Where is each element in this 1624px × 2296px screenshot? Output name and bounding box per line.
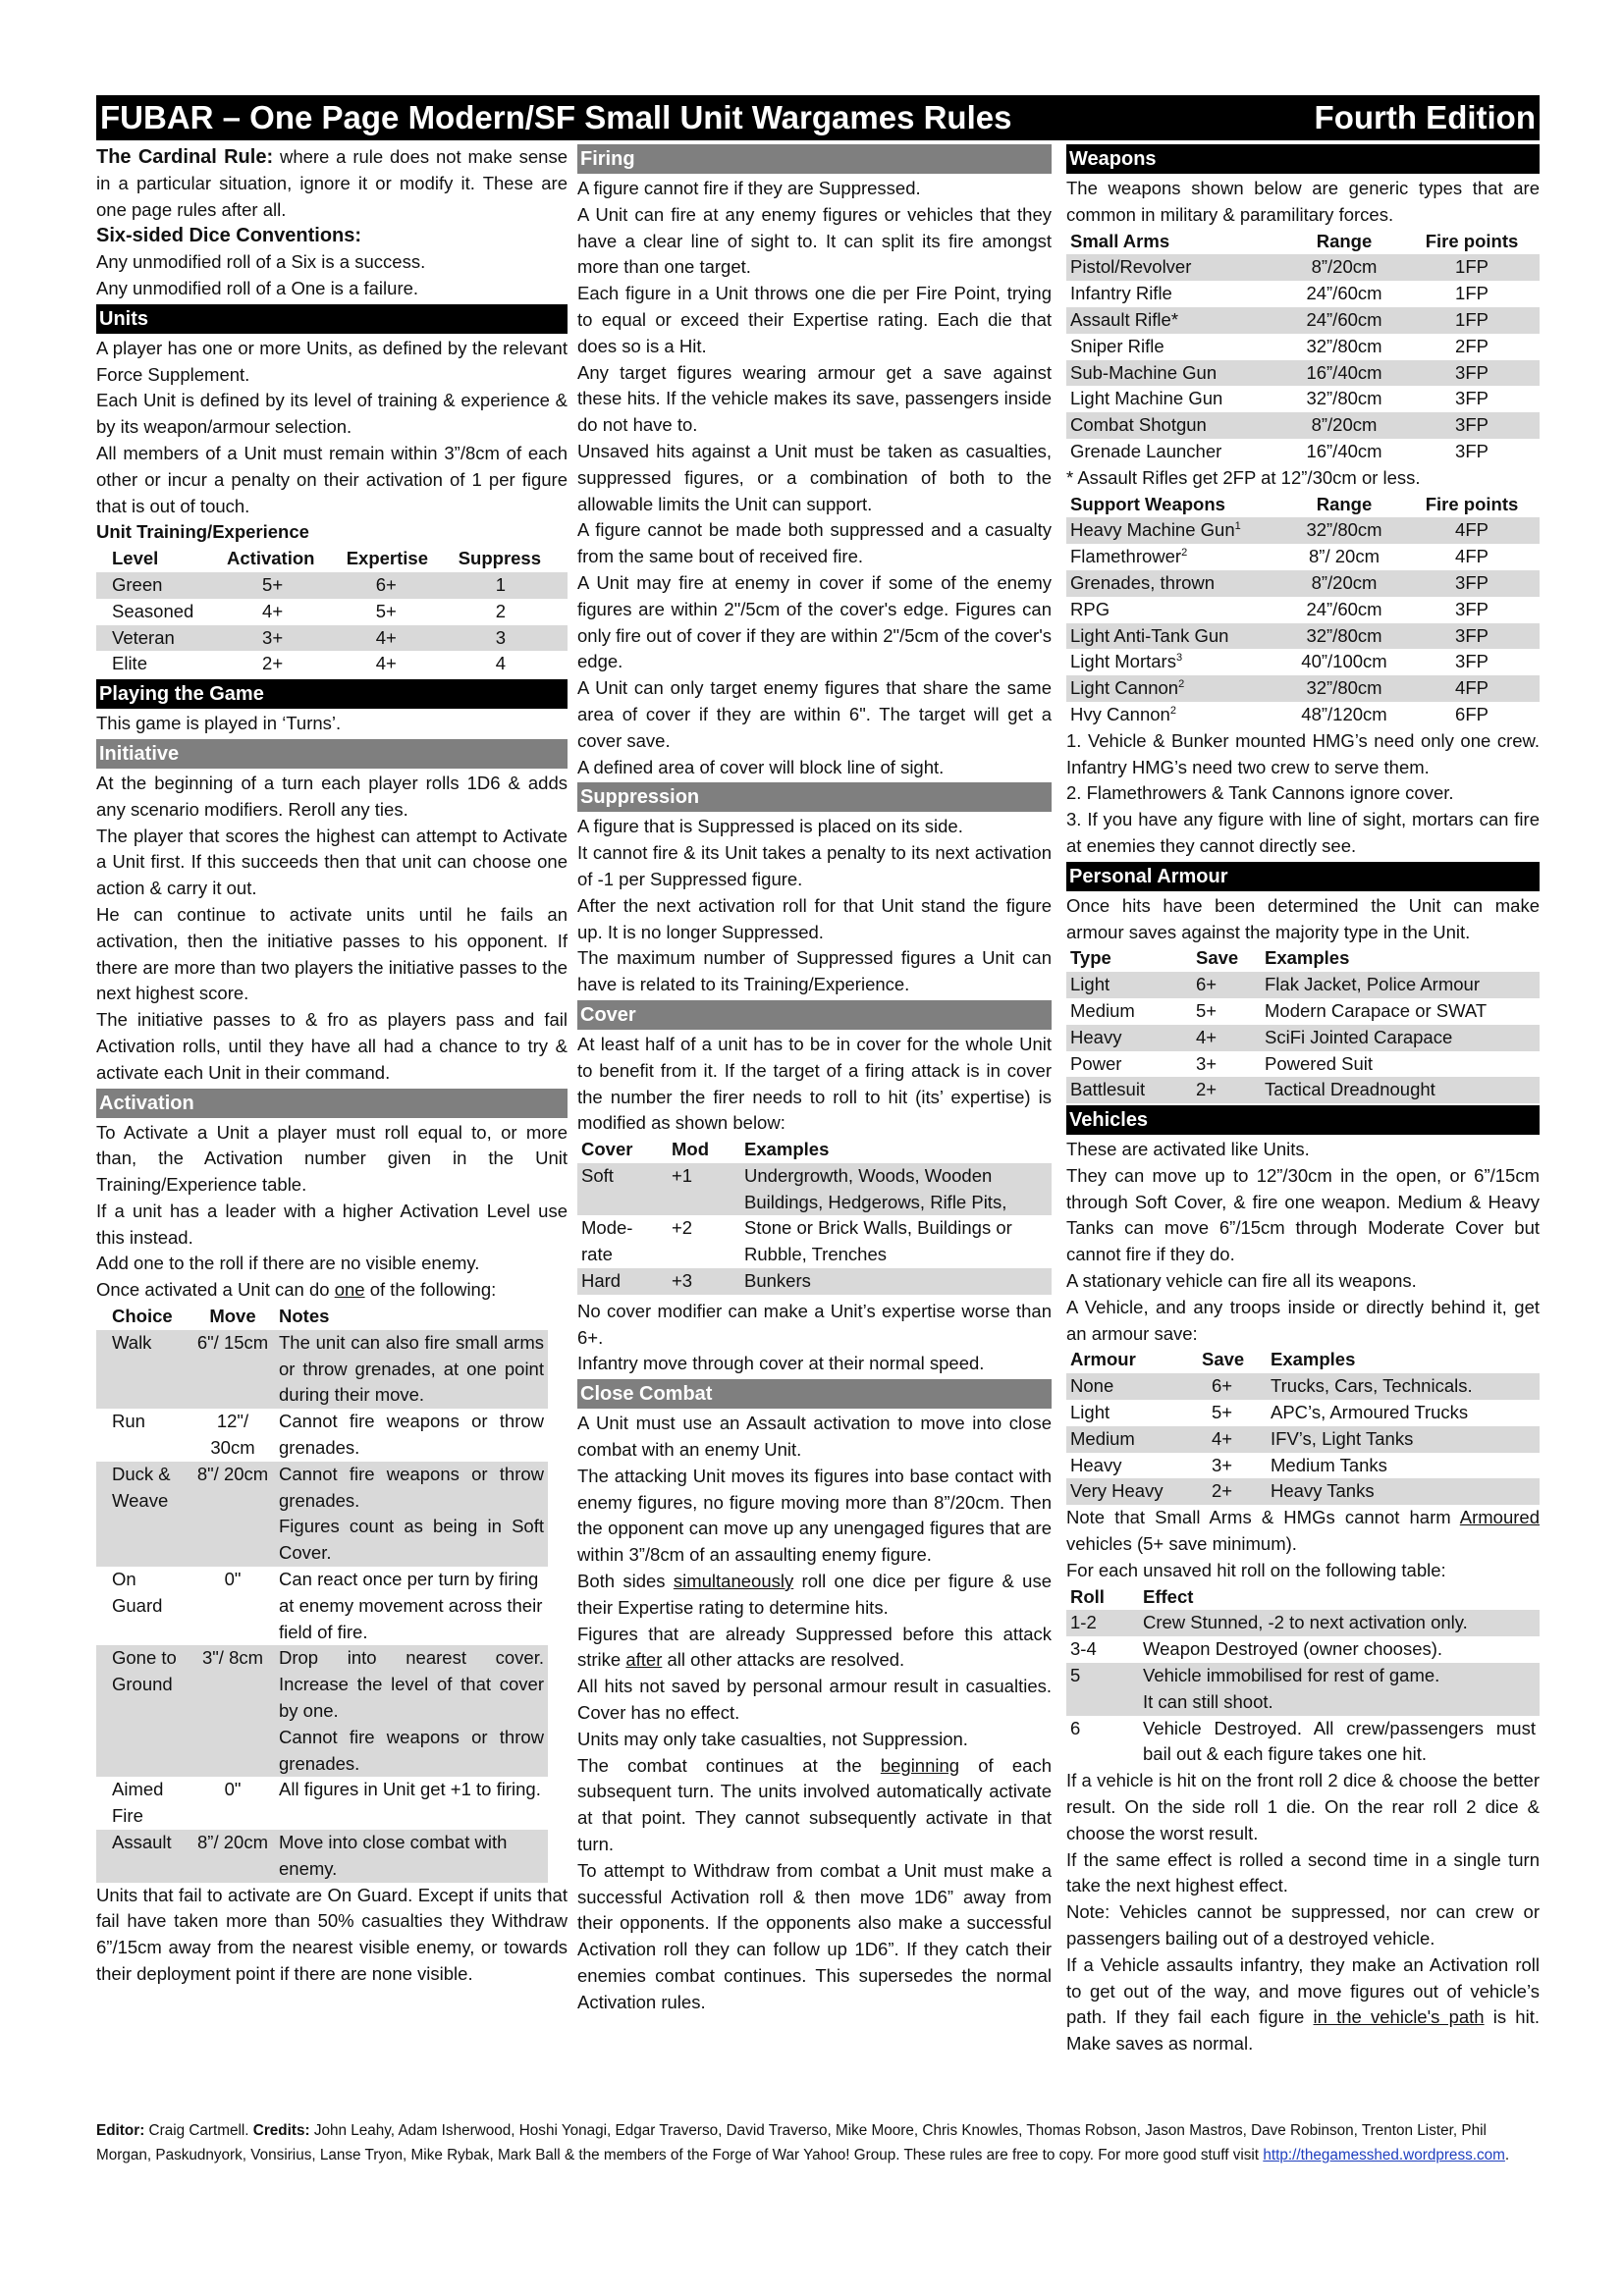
table-header: Fire points — [1425, 230, 1519, 251]
activation-paragraph: If a unit has a leader with a higher Activation Level use this instead. — [96, 1200, 568, 1248]
personal-armour-heading: Personal Armour — [1066, 862, 1540, 891]
table-cell: Heavy Machine Gun$^1$ — [1070, 519, 1241, 541]
table-row — [577, 1215, 1052, 1268]
vehicles-paragraph: For each unsaved hit roll on the following table: — [1066, 1559, 1446, 1580]
table-row — [1066, 439, 1540, 465]
table-cell: Medium Tanks — [1271, 1454, 1387, 1475]
cardinal-rule: The Cardinal Rule: where a rule does not make sense in a particular situation, ignore it or modify it. These are one page rules after all. — [96, 146, 568, 220]
table-cell: 8”/ 20cm — [197, 1832, 268, 1853]
units-paragraph: Each Unit is defined by its level of training & experience & by its weapon/armour selection. — [96, 390, 568, 438]
table-cell: Medium — [1070, 999, 1135, 1021]
table-cell: Crew Stunned, -2 to next activation only. — [1143, 1612, 1468, 1633]
cover-heading: Cover — [577, 1000, 1052, 1030]
table-cell: Elite — [112, 653, 147, 674]
table-cell: 5+ — [1212, 1402, 1233, 1423]
table-cell: Heavy Tanks — [1271, 1480, 1375, 1502]
table-row — [1066, 1077, 1540, 1103]
table-cell: 8”/20cm — [1311, 571, 1378, 593]
table-cell: 5+ — [1196, 999, 1218, 1021]
table-row — [1066, 1453, 1540, 1479]
table-cell: Grenades, thrown — [1070, 571, 1216, 593]
table-header: Fire points — [1425, 493, 1519, 514]
table-row — [1066, 998, 1540, 1025]
table-cell: 40”/100cm — [1301, 651, 1387, 672]
table-header: Mod — [672, 1139, 710, 1160]
table-cell: 6 — [1070, 1717, 1081, 1738]
suppression-paragraph: The maximum number of Suppressed figures a Unit can have is related to its Training/Experience. — [577, 947, 1052, 995]
table-row — [1066, 675, 1540, 702]
table-header: Examples — [1271, 1349, 1356, 1370]
table-cell: Infantry Rifle — [1070, 283, 1172, 304]
table-cell: Tactical Dreadnought — [1265, 1079, 1435, 1100]
table-row — [1066, 1610, 1540, 1636]
table-cell: Veteran — [112, 626, 175, 648]
table-row — [1066, 1400, 1540, 1426]
table-header: Move — [209, 1306, 256, 1327]
activation-failure-paragraph: Units that fail to activate are On Guard. Except if units that fail have taken more than 50% casualties they Withdraw 6”/15cm away from the nearest visible enemy, or towards their deployment point if there are none visible. — [96, 1884, 568, 1984]
table-cell: On Guard — [112, 1569, 163, 1616]
table-cell: 4FP — [1455, 519, 1489, 541]
table-cell: Assault Rifle* — [1070, 308, 1179, 330]
vehicles-paragraph: If the same effect is rolled a second time in a single turn take the next highest effect. — [1066, 1848, 1540, 1896]
table-row — [96, 1777, 548, 1830]
table-row — [1066, 281, 1540, 307]
table-cell: Heavy — [1070, 1026, 1122, 1047]
table-row — [1066, 1636, 1540, 1663]
table-cell: 8"/ 20cm — [196, 1463, 269, 1484]
table-cell: Green — [112, 573, 163, 595]
table-cell: 32”/80cm — [1306, 624, 1382, 646]
table-cell: 1 — [495, 573, 506, 595]
table-cell: 2+ — [262, 653, 284, 674]
suppression-heading: Suppression — [577, 782, 1052, 812]
table-cell: Modern Carapace or SWAT — [1265, 999, 1488, 1021]
column-middle — [577, 144, 1052, 2016]
table-header: Save — [1202, 1349, 1245, 1370]
table-header: Activation — [227, 548, 315, 569]
firing-paragraph: A defined area of cover will block line of sight. — [577, 756, 945, 777]
table-cell: 1FP — [1455, 256, 1489, 278]
table-cell: Vehicle Destroyed. All crew/passengers must bail out & each figure takes one hit. — [1143, 1717, 1536, 1765]
table-header: Examples — [744, 1139, 830, 1160]
table-cell: 0" — [224, 1779, 242, 1800]
assault-rifle-note: * Assault Rifles get 2FP at 12”/30cm or less. — [1066, 466, 1421, 488]
initiative-heading: Initiative — [96, 739, 568, 769]
table-row — [96, 1645, 548, 1777]
table-cell: 32”/80cm — [1306, 519, 1382, 541]
table-row — [577, 1163, 1052, 1216]
table-cell: 3FP — [1455, 571, 1489, 593]
table-cell: APC’s, Armoured Trucks — [1271, 1402, 1469, 1423]
table-row — [577, 1268, 1052, 1295]
table-row — [96, 1567, 548, 1645]
table-row — [1066, 412, 1540, 439]
firing-paragraph: A Unit can fire at any enemy figures or vehicles that they have a clear line of sight to. It can split its fire amongst more than one target. — [577, 203, 1052, 278]
personal-armour-table — [1066, 945, 1540, 1103]
table-cell: None — [1070, 1375, 1114, 1397]
firing-heading: Firing — [577, 144, 1052, 174]
vehicles-paragraph: If a Vehicle assaults infantry, they make an Activation roll to get out of the way, and move figures out of vehicle’s path. If they fail each figure in the vehicle's path is hit. Make saves as normal. — [1066, 1953, 1540, 2055]
table-cell: Light Machine Gun — [1070, 388, 1223, 409]
suppression-paragraph: A figure that is Suppressed is placed on its side. — [577, 816, 963, 837]
table-row — [1066, 1663, 1540, 1716]
table-row — [1066, 334, 1540, 360]
table-cell: 3FP — [1455, 440, 1489, 461]
table-cell: Weapon Destroyed (owner chooses). — [1143, 1638, 1443, 1660]
table-cell: 3-4 — [1070, 1638, 1097, 1660]
table-cell: Sniper Rifle — [1070, 335, 1164, 356]
table-cell: 24”/60cm — [1306, 598, 1382, 619]
table-cell: IFV’s, Light Tanks — [1271, 1427, 1414, 1449]
table-cell: 1FP — [1455, 308, 1489, 330]
vehicles-paragraph: A stationary vehicle can fire all its weapons. — [1066, 1270, 1417, 1292]
vehicle-armour-table — [1066, 1347, 1540, 1505]
table-cell: 3"/ 8cm — [201, 1647, 264, 1669]
table-cell: The unit can also fire small arms or throw grenades, at one point during their move. — [279, 1331, 544, 1406]
close-combat-paragraph: Both sides simultaneously roll one dice per figure & use their Expertise rating to determine hits. — [577, 1571, 1053, 1618]
table-cell: 3FP — [1455, 624, 1489, 646]
table-row — [1066, 360, 1540, 387]
vehicles-paragraph: If a vehicle is hit on the front roll 2 dice & choose the better result. On the side roll 1 die. On the rear roll 2 dice & choose the worst result. — [1066, 1770, 1540, 1843]
credits-footer: Editor: Craig Cartmell. Credits: John Leahy, Adam Isherwood, Hoshi Yonagi, Edgar Traverso, David Traverso, Mike Moore, Chris Knowles, Thomas Robson, Jason Mastros, Dave Robinson, Trenton Lister, Phil Morgan, Paskudnyork, Vonsirius, Lanse Tryon, Mike Rybak, Mark Ball & the members of the Forge of War Yahoo! Group. These rules are free to copy. For more good stuff visit http://thegamesshed.wordpress.com. — [96, 2122, 1510, 2163]
small-arms-table — [1066, 229, 1540, 465]
table-cell: 2FP — [1455, 335, 1489, 356]
weapon-note: 2. Flamethrowers & Tank Cannons ignore cover. — [1066, 782, 1454, 804]
table-row — [1066, 307, 1540, 334]
table-cell: 2 — [495, 600, 506, 621]
column-left — [96, 144, 568, 1988]
table-cell: 5+ — [262, 573, 284, 595]
initiative-paragraph: At the beginning of a turn each player rolls 1D6 & adds any scenario modifiers. Reroll any ties. — [96, 772, 568, 820]
activation-heading: Activation — [96, 1089, 568, 1118]
table-cell: SciFi Jointed Carapace — [1265, 1026, 1453, 1047]
cover-paragraph: At least half of a unit has to be in cover for the whole Unit to benefit from it. If the target of a firing attack is in cover the number the firer needs to roll to hit (its’ expertise) is modified as shown below: — [577, 1033, 1052, 1134]
table-cell: 32”/80cm — [1306, 677, 1382, 699]
table-header: Notes — [279, 1306, 330, 1327]
table-row — [96, 1462, 548, 1567]
document-title: FUBAR – One Page Modern/SF Small Unit Wargames Rules — [100, 99, 1012, 135]
table-row — [96, 651, 568, 677]
table-cell: Flak Jacket, Police Armour — [1265, 974, 1480, 995]
table-cell: 32”/80cm — [1306, 335, 1382, 356]
table-cell: Mode-rate — [581, 1217, 633, 1265]
table-cell: Gone to Ground — [112, 1647, 177, 1695]
table-cell: Light Cannon$^2$ — [1070, 677, 1185, 699]
table-header: Examples — [1265, 947, 1350, 969]
firing-paragraph: A Unit may fire at enemy in cover if some of the enemy figures are within 2"/5cm of the cover's edge. Figures can only fire out of cover if they are within 2"/5cm of the cover's edge. — [577, 571, 1052, 672]
table-cell: 4 — [495, 653, 506, 674]
table-cell: 6+ — [375, 573, 397, 595]
table-cell: Bunkers — [744, 1270, 811, 1292]
table-row — [1066, 1716, 1540, 1769]
close-combat-paragraph: To attempt to Withdraw from combat a Unit must make a successful Activation roll & then move 1D6” away from their opponents. If the opponents also make a successful Activation roll they can follow up 1D6”. If they catch their enemies combat continues. This supersedes the normal Activation rules. — [577, 1859, 1052, 2012]
rules-page — [96, 95, 1540, 2196]
close-combat-paragraph: Figures that are already Suppressed before this attack strike after all other attacks are resolved. — [577, 1623, 1052, 1671]
table-header: Type — [1070, 947, 1111, 969]
weapon-note: 1. Vehicle & Bunker mounted HMG’s need only one crew. Infantry HMG’s need two crew to serve them. — [1066, 729, 1540, 777]
table-header: Range — [1316, 230, 1373, 251]
table-row — [1066, 1373, 1540, 1400]
table-header: Level — [112, 548, 159, 569]
table-header: Cover — [581, 1139, 633, 1160]
table-cell: 4FP — [1455, 677, 1489, 699]
table-cell: 3FP — [1455, 598, 1489, 619]
table-cell: 8”/ 20cm — [1309, 546, 1380, 567]
dice-rule-six: Any unmodified roll of a Six is a success. — [96, 251, 426, 273]
table-row — [96, 1830, 548, 1883]
title-bar — [96, 95, 1540, 140]
table-cell: 6"/ 15cm — [196, 1331, 269, 1353]
table-cell: +2 — [672, 1217, 693, 1239]
firing-paragraph: Each figure in a Unit throws one die per Fire Point, trying to equal or exceed their Expertise rating. Each die that does so is a Hit. — [577, 283, 1052, 356]
vehicles-paragraph: Note: Vehicles cannot be suppressed, nor can crew or passengers bailing out of a destroyed vehicle. — [1066, 1901, 1540, 1949]
table-cell: 48”/120cm — [1301, 703, 1387, 724]
firing-paragraph: A figure cannot be made both suppressed and a casualty from the same bout of received fire. — [577, 519, 1052, 567]
table-header: Suppress — [458, 548, 542, 569]
table-cell: 12"/ 30cm — [210, 1411, 255, 1459]
table-row — [96, 1409, 548, 1462]
initiative-paragraph: The player that scores the highest can attempt to Activate a Unit first. If this succeeds then that unit can choose one action & carry it out. — [96, 825, 568, 899]
table-cell: Pistol/Revolver — [1070, 256, 1192, 278]
website-link[interactable]: http://thegamesshed.wordpress.com — [1263, 2146, 1505, 2163]
table-cell: 24”/60cm — [1306, 283, 1382, 304]
table-row — [1066, 1051, 1540, 1078]
vehicles-paragraph: Note that Small Arms & HMGs cannot harm Armoured vehicles (5+ save minimum). — [1066, 1507, 1540, 1555]
table-cell: +3 — [672, 1270, 693, 1292]
table-cell: +1 — [672, 1164, 693, 1186]
weapons-intro: The weapons shown below are generic types that are common in military & paramilitary forces. — [1066, 178, 1540, 225]
damage-effect-table — [1066, 1584, 1540, 1769]
table-cell: Seasoned — [112, 600, 194, 621]
table-cell: 4+ — [1196, 1026, 1218, 1047]
close-combat-paragraph: All hits not saved by personal armour result in casualties. Cover has no effect. — [577, 1676, 1052, 1724]
table-cell: 6+ — [1212, 1375, 1233, 1397]
table-cell: 0" — [224, 1569, 242, 1590]
table-cell: 6+ — [1196, 974, 1218, 995]
units-paragraph: All members of a Unit must remain within 3”/8cm of each other or incur a penalty on their activation of 1 per figure that is out of touch. — [96, 442, 568, 516]
firing-paragraph: Unsaved hits against a Unit must be taken as casualties, suppressed figures, or a combination of both to the allowable limits the Unit can support. — [577, 440, 1052, 514]
table-cell: 32”/80cm — [1306, 388, 1382, 409]
table-cell: RPG — [1070, 598, 1110, 619]
weapon-note: 3. If you have any figure with line of sight, mortars can fire at enemies they cannot directly see. — [1066, 809, 1540, 856]
table-header: Roll — [1070, 1585, 1105, 1607]
table-cell: Power — [1070, 1052, 1122, 1074]
suppression-paragraph: It cannot fire & its Unit takes a penalty to its next activation of -1 per Suppressed figure. — [577, 842, 1052, 889]
table-cell: 16”/40cm — [1306, 361, 1382, 383]
personal-armour-intro: Once hits have been determined the Unit can make armour saves against the majority type in the Unit. — [1066, 894, 1540, 942]
table-cell: 3FP — [1455, 388, 1489, 409]
table-cell: Medium — [1070, 1427, 1135, 1449]
activation-paragraph: Once activated a Unit can do one of the following: — [96, 1279, 497, 1301]
table-cell: 4+ — [1212, 1427, 1233, 1449]
choice-table — [96, 1304, 548, 1883]
table-header: Range — [1316, 493, 1373, 514]
firing-paragraph: A figure cannot fire if they are Suppressed. — [577, 178, 921, 198]
close-combat-heading: Close Combat — [577, 1379, 1052, 1409]
table-cell: Drop into nearest cover. Increase the level of that cover by one. Cannot fire weapons or throw grenades. — [279, 1647, 544, 1774]
firing-paragraph: A Unit can only target enemy figures that share the same area of cover if they are within 6". The target will get a cover save. — [577, 677, 1052, 751]
table-cell: 4+ — [375, 626, 397, 648]
table-row — [1066, 702, 1540, 728]
table-cell: 3FP — [1455, 361, 1489, 383]
table-row — [96, 599, 568, 625]
table-cell: Light — [1070, 974, 1110, 995]
table-cell: Can react once per turn by firing at enemy movement across their field of fire. — [279, 1569, 543, 1642]
cover-paragraph: Infantry move through cover at their normal speed. — [577, 1353, 985, 1374]
table-cell: 1-2 — [1070, 1612, 1097, 1633]
suppression-paragraph: After the next activation roll for that Unit stand the figure up. It is no longer Suppressed. — [577, 894, 1052, 942]
units-heading: Units — [96, 304, 568, 334]
table-cell: Cannot fire weapons or throw grenades. — [279, 1411, 544, 1459]
table-cell: Soft — [581, 1164, 614, 1186]
table-cell: Move into close combat with enemy. — [279, 1832, 508, 1879]
table-row — [1066, 1426, 1540, 1453]
initiative-paragraph: The initiative passes to & fro as players pass and fail Activation rolls, until they have all had a chance to try & activate each Unit in their command. — [96, 1009, 568, 1083]
table-cell: 8”/20cm — [1311, 256, 1378, 278]
firing-paragraph: Any target figures wearing armour get a save against these hits. If the vehicle makes its save, passengers inside do not have to. — [577, 361, 1052, 436]
table-cell: 2+ — [1212, 1480, 1233, 1502]
table-cell: Light — [1070, 1402, 1110, 1423]
table-cell: 5+ — [375, 600, 397, 621]
table-cell: Light Mortars$^3$ — [1070, 651, 1183, 672]
table-cell: 5 — [1070, 1665, 1081, 1686]
table-cell: 6FP — [1455, 703, 1489, 724]
table-cell: All figures in Unit get +1 to firing. — [279, 1779, 541, 1800]
table-header: Support Weapons — [1070, 493, 1225, 514]
table-cell: 4+ — [375, 653, 397, 674]
table-cell: Flamethrower$^2$ — [1070, 546, 1188, 567]
table-header: Small Arms — [1070, 230, 1170, 251]
vehicles-paragraph: They can move up to 12”/30cm in the open, or 6”/15cm through Soft Cover, & fire one weapon. Medium & Heavy Tanks can move 6”/15cm through Moderate Cover but cannot fire if they do. — [1066, 1164, 1540, 1265]
table-row — [1066, 623, 1540, 650]
table-cell: Stone or Brick Walls, Buildings or Rubble, Trenches — [744, 1217, 1012, 1265]
table-cell: Vehicle immobilised for rest of game. It can still shoot. — [1143, 1665, 1440, 1712]
dice-heading: Six-sided Dice Conventions: — [96, 225, 362, 247]
table-cell: Duck & Weave — [112, 1463, 171, 1511]
training-table-heading: Unit Training/Experience — [96, 521, 309, 543]
table-cell: Grenade Launcher — [1070, 440, 1222, 461]
table-cell: Very Heavy — [1070, 1480, 1164, 1502]
table-cell: 8”/20cm — [1311, 414, 1378, 436]
table-row — [1066, 544, 1540, 570]
table-row — [96, 1330, 548, 1409]
table-cell: Walk — [112, 1331, 152, 1353]
close-combat-paragraph: Units may only take casualties, not Suppression. — [577, 1728, 968, 1749]
table-header: Choice — [112, 1306, 173, 1327]
table-header: Effect — [1143, 1585, 1194, 1607]
table-header: Armour — [1070, 1349, 1136, 1370]
table-row — [1066, 570, 1540, 597]
table-cell: 3 — [495, 626, 506, 648]
table-header: Save — [1196, 947, 1239, 969]
table-row — [1066, 597, 1540, 623]
support-weapons-table — [1066, 492, 1540, 728]
table-cell: Sub-Machine Gun — [1070, 361, 1218, 383]
vehicles-paragraph: A Vehicle, and any troops inside or directly behind it, get an armour save: — [1066, 1296, 1540, 1344]
weapons-heading: Weapons — [1066, 144, 1540, 174]
table-cell: 1FP — [1455, 283, 1489, 304]
table-cell: Combat Shotgun — [1070, 414, 1207, 436]
table-cell: Trucks, Cars, Technicals. — [1271, 1375, 1473, 1397]
table-cell: 3FP — [1455, 651, 1489, 672]
table-row — [96, 625, 568, 652]
table-cell: Heavy — [1070, 1454, 1122, 1475]
close-combat-paragraph: The attacking Unit moves its figures into base contact with enemy figures, no figure moving more than 8”/20cm. Then the opponent can move up any unengaged figures that are within 3”/8cm of an assaulting enemy figure. — [577, 1465, 1052, 1566]
activation-paragraph: To Activate a Unit a player must roll equal to, or more than, the Activation number given in the Unit Training/Experience table. — [96, 1121, 568, 1196]
table-row — [1066, 517, 1540, 544]
table-header: Expertise — [346, 548, 428, 569]
table-cell: Powered Suit — [1265, 1052, 1374, 1074]
vehicles-heading: Vehicles — [1066, 1105, 1540, 1135]
table-cell: Undergrowth, Woods, Wooden Buildings, Hedgerows, Rifle Pits, — [744, 1164, 1007, 1212]
close-combat-paragraph: The combat continues at the beginning of each subsequent turn. The units involved automatically activate at that point. They cannot subsequently activate in that turn. — [577, 1754, 1052, 1855]
initiative-paragraph: He can continue to activate units until he fails an activation, then the initiative passes to his opponent. If there are more than two players the initiative passes to the next highest score. — [96, 903, 568, 1004]
table-row — [96, 572, 568, 599]
cover-paragraph: No cover modifier can make a Unit’s expertise worse than 6+. — [577, 1300, 1052, 1348]
table-cell: Run — [112, 1411, 145, 1432]
table-cell: 4FP — [1455, 546, 1489, 567]
units-paragraph: A player has one or more Units, as defined by the relevant Force Supplement. — [96, 337, 568, 385]
table-cell: Cannot fire weapons or throw grenades. Figures count as being in Soft Cover. — [279, 1463, 544, 1564]
playing-paragraph: This game is played in ‘Turns’. — [96, 713, 342, 734]
table-row — [1066, 254, 1540, 281]
table-cell: Battlesuit — [1070, 1079, 1146, 1100]
table-cell: 3+ — [1196, 1052, 1218, 1074]
cover-table — [577, 1137, 1052, 1295]
table-cell: 16”/40cm — [1306, 440, 1382, 461]
table-row — [1066, 972, 1540, 998]
column-right — [1066, 144, 1540, 2057]
table-cell: Hvy Cannon$^2$ — [1070, 703, 1176, 724]
table-cell: 2+ — [1196, 1079, 1218, 1100]
table-cell: Hard — [581, 1270, 622, 1292]
table-cell: Assault — [112, 1832, 172, 1853]
dice-rule-one: Any unmodified roll of a One is a failure. — [96, 277, 419, 298]
table-cell: 4+ — [262, 600, 284, 621]
table-cell: 24”/60cm — [1306, 308, 1382, 330]
close-combat-paragraph: A Unit must use an Assault activation to move into close combat with an enemy Unit. — [577, 1413, 1052, 1461]
table-cell: Aimed Fire — [112, 1779, 164, 1827]
table-row — [1066, 386, 1540, 412]
table-row — [1066, 1025, 1540, 1051]
training-table — [96, 546, 568, 677]
activation-paragraph: Add one to the roll if there are no visible enemy. — [96, 1253, 480, 1274]
table-cell: 3FP — [1455, 414, 1489, 436]
table-row — [1066, 649, 1540, 675]
vehicles-paragraph: These are activated like Units. — [1066, 1139, 1310, 1160]
table-cell: 3+ — [1212, 1454, 1233, 1475]
playing-heading: Playing the Game — [96, 679, 568, 709]
table-row — [1066, 1478, 1540, 1505]
table-cell: 3+ — [262, 626, 284, 648]
edition-label: Fourth Edition — [1314, 99, 1536, 135]
table-cell: Light Anti-Tank Gun — [1070, 624, 1229, 646]
